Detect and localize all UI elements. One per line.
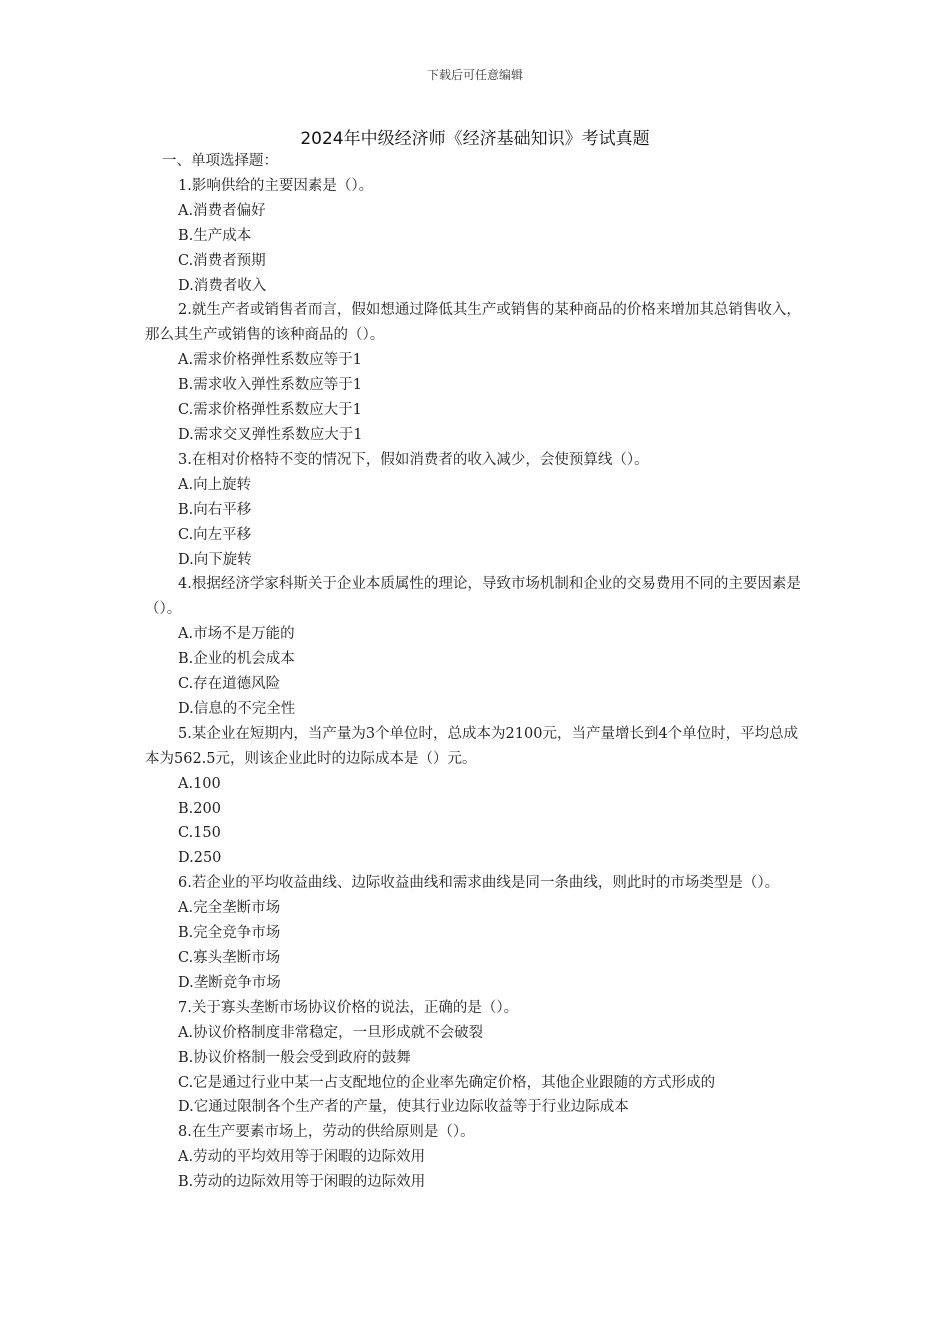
option-c: C.150 xyxy=(178,825,221,842)
question-3 xyxy=(145,448,805,573)
option-b: B.需求收入弹性系数应等于1 xyxy=(178,377,362,394)
option-b: B.向右平移 xyxy=(178,501,252,518)
question-stem: 8.在生产要素市场上，劳动的供给原则是（）。 xyxy=(178,1124,475,1141)
option-b: B.200 xyxy=(178,800,221,817)
option-a: A.劳动的平均效用等于闲暇的边际效用 xyxy=(178,1149,426,1166)
question-stem: 1.影响供给的主要因素是（）。 xyxy=(178,177,374,194)
question-stem: 2.就生产者或销售者而言，假如想通过降低其生产或销售的某种商品的价格来增加其总销售收入，那么其生产或销售的该种商品的（）。 xyxy=(145,302,801,344)
question-5 xyxy=(145,722,805,871)
question-1 xyxy=(145,174,805,299)
question-2 xyxy=(145,298,805,447)
option-a: A.需求价格弹性系数应等于1 xyxy=(178,352,362,369)
document-title: 2024年中级经济师《经济基础知识》考试真题 xyxy=(300,129,650,149)
option-b: B.劳动的边际效用等于闲暇的边际效用 xyxy=(178,1174,426,1191)
question-stem: 3.在相对价格特不变的情况下，假如消费者的收入减少，会使预算线（）。 xyxy=(178,451,649,468)
exam-content xyxy=(145,149,805,1195)
option-c: C.需求价格弹性系数应大于1 xyxy=(178,402,362,419)
option-b: B.完全竞争市场 xyxy=(178,925,281,942)
option-d: D.信息的不完全性 xyxy=(178,700,296,717)
option-c: C.消费者预期 xyxy=(178,252,266,269)
question-6 xyxy=(145,871,805,996)
option-c: C.它是通过行业中某一占支配地位的企业率先确定价格，其他企业跟随的方式形成的 xyxy=(178,1074,716,1091)
option-d: D.它通过限制各个生产者的产量，使其行业边际收益等于行业边际成本 xyxy=(178,1099,629,1116)
option-c: C.寡头垄断市场 xyxy=(178,950,281,966)
section-heading: 一、单项选择题： xyxy=(162,153,278,169)
question-8 xyxy=(145,1120,805,1195)
option-a: A.协议价格制度非常稳定，一旦形成就不会破裂 xyxy=(178,1024,484,1041)
question-4 xyxy=(145,572,805,721)
option-d: D.垄断竞争市场 xyxy=(178,974,281,991)
option-a: A.市场不是万能的 xyxy=(178,626,295,643)
option-d: D.向下旋转 xyxy=(178,551,252,568)
option-b: B.企业的机会成本 xyxy=(178,651,295,668)
option-c: C.向左平移 xyxy=(178,526,252,543)
option-a: A.完全垄断市场 xyxy=(178,900,281,917)
question-stem: 7.关于寡头垄断市场协议价格的说法，正确的是（）。 xyxy=(178,999,519,1016)
header-note: 下载后可任意编辑 xyxy=(426,68,523,82)
option-d: D.250 xyxy=(178,850,222,867)
question-7 xyxy=(145,996,805,1121)
option-a: A.100 xyxy=(178,775,221,792)
question-stem: 4.根据经济学家科斯关于企业本质属性的理论，导致市场机制和企业的交易费用不同的主要因素是（）。 xyxy=(145,576,801,618)
option-b: B.生产成本 xyxy=(178,227,252,244)
option-b: B.协议价格制一般会受到政府的鼓舞 xyxy=(178,1049,411,1066)
option-d: D.消费者收入 xyxy=(178,277,267,294)
option-c: C.存在道德风险 xyxy=(178,676,281,693)
option-d: D.需求交叉弹性系数应大于1 xyxy=(178,426,363,443)
option-a: A.消费者偏好 xyxy=(178,202,266,219)
question-stem: 6.若企业的平均收益曲线、边际收益曲线和需求曲线是同一条曲线，则此时的市场类型是（）。 xyxy=(178,875,780,892)
option-a: A.向上旋转 xyxy=(178,476,252,493)
question-stem: 5.某企业在短期内，当产量为3个单位时，总成本为2100元，当产量增长到4个单位时，平均总成本为562.5元，则该企业此时的边际成本是（）元。 xyxy=(145,725,799,767)
